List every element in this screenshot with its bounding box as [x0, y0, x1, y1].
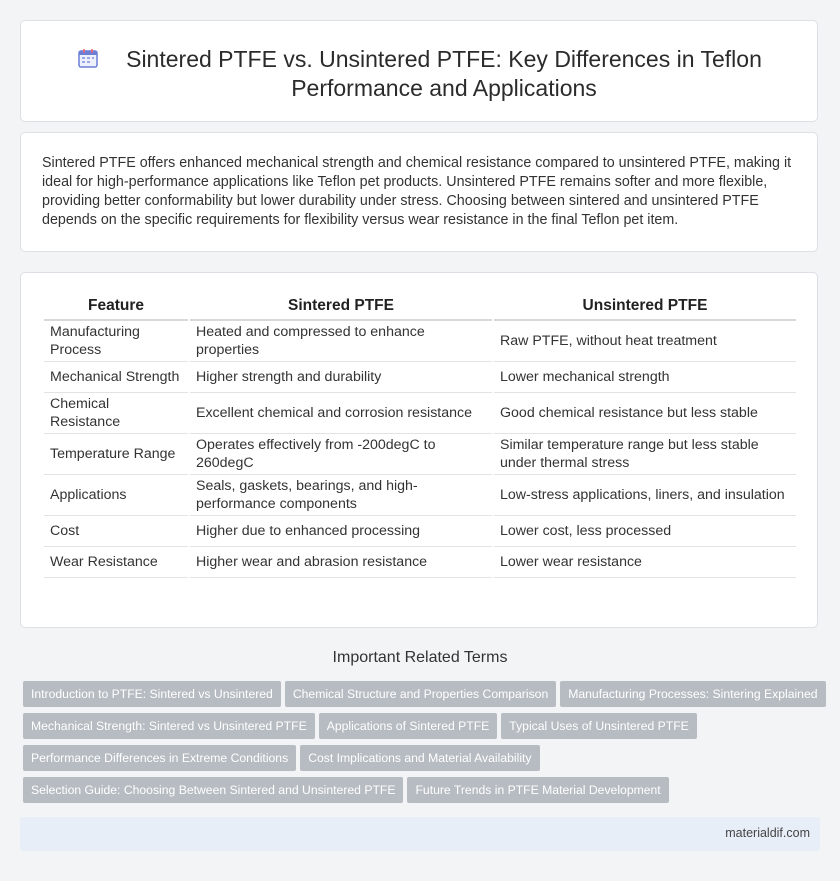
related-term-tag[interactable]: Selection Guide: Choosing Between Sintered and Unsintered PTFE [23, 777, 403, 803]
table-card [20, 272, 818, 628]
cell-unsintered: Good chemical resistance but less stable [494, 393, 796, 434]
cell-sintered: Excellent chemical and corrosion resistance [190, 393, 492, 434]
related-term-tag[interactable]: Applications of Sintered PTFE [319, 713, 498, 739]
cell-sintered: Heated and compressed to enhance properties [190, 321, 492, 362]
tag-row [23, 681, 823, 713]
related-term-tag[interactable]: Cost Implications and Material Availability [300, 745, 539, 771]
cell-feature: Cost [44, 516, 188, 547]
table-row [44, 393, 796, 434]
summary-paragraph: Sintered PTFE offers enhanced mechanical strength and chemical resistance compared to unsintered PTFE, making it ideal for high-performance applications like Teflon pet products. Unsintered PTFE remains softer and more flexible, providing better conformability but lower durability under stress. Choosing between sintered and unsintered PTFE depends on the specific requirements for flexibility versus wear resistance in the final Teflon pet item. [42, 155, 792, 228]
table-row [44, 362, 796, 393]
footer-site-link[interactable]: materialdif.com [725, 826, 810, 840]
summary-card [20, 132, 818, 252]
table-row [44, 516, 796, 547]
related-term-tag[interactable]: Typical Uses of Unsintered PTFE [501, 713, 697, 739]
table-row [44, 475, 796, 516]
cell-sintered: Seals, gaskets, bearings, and high-performance components [190, 475, 492, 516]
comparison-table [42, 292, 798, 578]
table-header-row [44, 292, 796, 321]
page-title: Sintered PTFE vs. Unsintered PTFE: Key Differences in Teflon Performance and Applications [126, 46, 762, 101]
table-row [44, 547, 796, 578]
related-terms-heading: Important Related Terms [332, 649, 508, 666]
cell-feature: Manufacturing Process [44, 321, 188, 362]
footer [20, 817, 820, 851]
header-feature: Feature [44, 292, 188, 321]
tag-row [23, 713, 823, 745]
related-term-tag[interactable]: Performance Differences in Extreme Conditions [23, 745, 296, 771]
table-row [44, 434, 796, 475]
cell-feature: Chemical Resistance [44, 393, 188, 434]
related-term-tag[interactable]: Mechanical Strength: Sintered vs Unsintered PTFE [23, 713, 315, 739]
header-unsintered: Unsintered PTFE [494, 292, 796, 321]
tag-row [23, 745, 823, 777]
cell-sintered: Higher wear and abrasion resistance [190, 547, 492, 578]
cell-unsintered: Low-stress applications, liners, and insulation [494, 475, 796, 516]
cell-unsintered: Raw PTFE, without heat treatment [494, 321, 796, 362]
cell-unsintered: Similar temperature range but less stable under thermal stress [494, 434, 796, 475]
related-term-tag[interactable]: Manufacturing Processes: Sintering Explained [560, 681, 825, 707]
header-sintered: Sintered PTFE [190, 292, 492, 321]
cell-unsintered: Lower wear resistance [494, 547, 796, 578]
related-term-tag[interactable]: Chemical Structure and Properties Comparison [285, 681, 556, 707]
related-term-tag[interactable]: Future Trends in PTFE Material Development [407, 777, 668, 803]
cell-feature: Applications [44, 475, 188, 516]
cell-feature: Mechanical Strength [44, 362, 188, 393]
cell-sintered: Higher due to enhanced processing [190, 516, 492, 547]
tag-row [23, 777, 823, 809]
calendar-icon [77, 47, 99, 69]
cell-sintered: Higher strength and durability [190, 362, 492, 393]
cell-unsintered: Lower mechanical strength [494, 362, 796, 393]
related-term-tag[interactable]: Introduction to PTFE: Sintered vs Unsintered [23, 681, 281, 707]
title-card [20, 20, 818, 122]
related-terms-list [23, 681, 823, 809]
table-row [44, 321, 796, 362]
cell-sintered: Operates effectively from -200degC to 260degC [190, 434, 492, 475]
cell-feature: Temperature Range [44, 434, 188, 475]
cell-unsintered: Lower cost, less processed [494, 516, 796, 547]
cell-feature: Wear Resistance [44, 547, 188, 578]
